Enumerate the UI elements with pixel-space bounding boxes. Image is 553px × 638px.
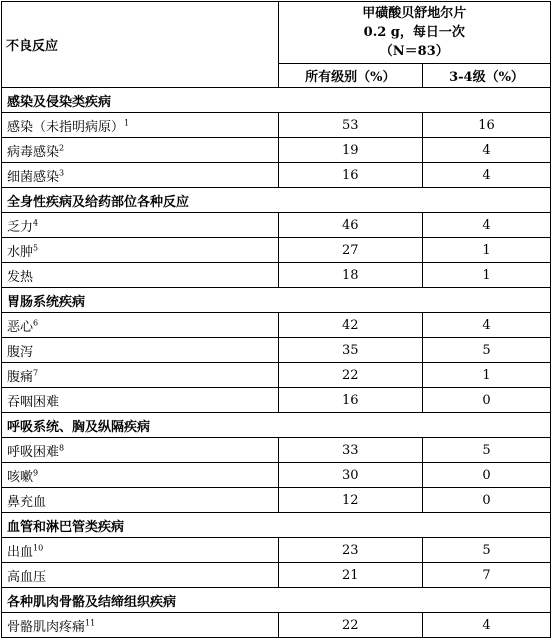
all-grades-value: 18: [278, 263, 422, 288]
footnote-marker: 3: [59, 168, 65, 178]
drug-group-header: [278, 2, 550, 64]
all-grades-value: 33: [278, 438, 422, 463]
table-row: [2, 113, 551, 138]
grade-3-4-value: 7: [423, 563, 551, 588]
reaction-name: 感染（未指明病原）: [7, 119, 125, 135]
footnote-marker: 7: [33, 368, 39, 378]
reaction-name: 细菌感染: [7, 169, 60, 185]
reaction-name-cell: [2, 238, 279, 263]
grade-3-4-value: 5: [423, 438, 551, 463]
drug-name: 甲磺酸贝舒地尔片: [362, 6, 467, 21]
all-grades-value: 42: [278, 313, 422, 338]
table-row: [2, 488, 551, 513]
reaction-name-cell: [2, 113, 279, 138]
table-row: [2, 338, 551, 363]
reaction-name: 病毒感染: [7, 144, 60, 160]
grade-3-4-value: 0: [423, 463, 551, 488]
all-grades-value: 30: [278, 463, 422, 488]
table-row: [2, 388, 551, 413]
grade-3-4-value: 4: [423, 163, 551, 188]
footnote-marker: 8: [59, 443, 65, 453]
reaction-name: 高血压: [7, 569, 47, 585]
adverse-reaction-table: [1, 1, 551, 638]
table-row: [2, 263, 551, 288]
reaction-name: 水肿: [7, 244, 34, 260]
reaction-name: 呼吸困难: [7, 444, 60, 460]
reaction-name-cell: [2, 138, 279, 163]
all-grades-value: 16: [278, 388, 422, 413]
table-row: [2, 463, 551, 488]
grade-3-4-value: 1: [423, 363, 551, 388]
drug-dose: 0.2 g，每日一次: [363, 25, 465, 40]
header-row: [2, 2, 551, 64]
footnote-marker: 9: [33, 468, 39, 478]
grade-3-4-value: 16: [423, 113, 551, 138]
grade-3-4-value: 4: [423, 313, 551, 338]
section-title: 全身性疾病及给药部位各种反应: [2, 188, 551, 213]
column-header-reaction: 不良反应: [2, 2, 279, 88]
drug-n: （N＝83）: [379, 44, 449, 59]
reaction-name-cell: [2, 613, 279, 638]
grade-3-4-value: 0: [423, 388, 551, 413]
all-grades-value: 46: [278, 213, 422, 238]
all-grades-value: 16: [278, 163, 422, 188]
all-grades-value: 22: [278, 363, 422, 388]
reaction-name-cell: [2, 338, 279, 363]
reaction-name-cell: [2, 263, 279, 288]
all-grades-value: 22: [278, 613, 422, 638]
reaction-name: 骨骼肌肉疼痛: [7, 619, 86, 635]
section-row: [2, 188, 551, 213]
table-row: [2, 538, 551, 563]
section-title: 呼吸系统、胸及纵隔疾病: [2, 413, 551, 438]
section-row: [2, 88, 551, 113]
reaction-name-cell: [2, 163, 279, 188]
table-row: [2, 213, 551, 238]
reaction-name-cell: [2, 363, 279, 388]
all-grades-value: 35: [278, 338, 422, 363]
grade-3-4-value: 0: [423, 488, 551, 513]
reaction-name-cell: [2, 488, 279, 513]
table-row: [2, 138, 551, 163]
all-grades-value: 19: [278, 138, 422, 163]
footnote-marker: 2: [59, 143, 65, 153]
reaction-name: 发热: [7, 269, 34, 285]
all-grades-value: 12: [278, 488, 422, 513]
all-grades-value: 27: [278, 238, 422, 263]
table-row: [2, 563, 551, 588]
grade-3-4-value: 1: [423, 263, 551, 288]
section-title: 感染及侵染类疾病: [2, 88, 551, 113]
section-title: 各种肌肉骨骼及结缔组织疾病: [2, 588, 551, 613]
reaction-name-cell: [2, 463, 279, 488]
all-grades-value: 53: [278, 113, 422, 138]
footnote-marker: 10: [33, 543, 44, 553]
section-row: [2, 588, 551, 613]
footnote-marker: 5: [33, 243, 39, 253]
reaction-name-cell: [2, 563, 279, 588]
reaction-name-cell: [2, 388, 279, 413]
reaction-name: 吞咽困难: [7, 394, 60, 410]
section-row: [2, 288, 551, 313]
footnote-marker: 11: [85, 618, 96, 628]
reaction-name-cell: [2, 213, 279, 238]
grade-3-4-value: 5: [423, 538, 551, 563]
reaction-name: 腹痛: [7, 369, 34, 385]
section-title: 胃肠系统疾病: [2, 288, 551, 313]
footnote-marker: 1: [124, 118, 130, 128]
table-row: [2, 363, 551, 388]
grade-3-4-value: 4: [423, 613, 551, 638]
column-header-all-grades: 所有级别（%）: [278, 64, 422, 88]
section-title: 血管和淋巴管类疾病: [2, 513, 551, 538]
grade-3-4-value: 1: [423, 238, 551, 263]
table-row: [2, 613, 551, 638]
grade-3-4-value: 5: [423, 338, 551, 363]
reaction-name: 乏力: [7, 219, 34, 235]
table-row: [2, 438, 551, 463]
grade-3-4-value: 4: [423, 213, 551, 238]
section-row: [2, 513, 551, 538]
reaction-name: 出血: [7, 544, 34, 560]
footnote-marker: 6: [33, 318, 39, 328]
reaction-name: 咳嗽: [7, 469, 34, 485]
all-grades-value: 21: [278, 563, 422, 588]
reaction-name: 恶心: [7, 319, 34, 335]
reaction-name: 鼻充血: [7, 494, 47, 510]
column-header-grade-3-4: 3-4级（%）: [423, 64, 551, 88]
footnote-marker: 4: [33, 218, 39, 228]
section-row: [2, 413, 551, 438]
table-row: [2, 238, 551, 263]
reaction-name-cell: [2, 538, 279, 563]
table-row: [2, 313, 551, 338]
reaction-name: 腹泻: [7, 344, 34, 360]
all-grades-value: 23: [278, 538, 422, 563]
reaction-name-cell: [2, 438, 279, 463]
table-row: [2, 163, 551, 188]
reaction-name-cell: [2, 313, 279, 338]
grade-3-4-value: 4: [423, 138, 551, 163]
